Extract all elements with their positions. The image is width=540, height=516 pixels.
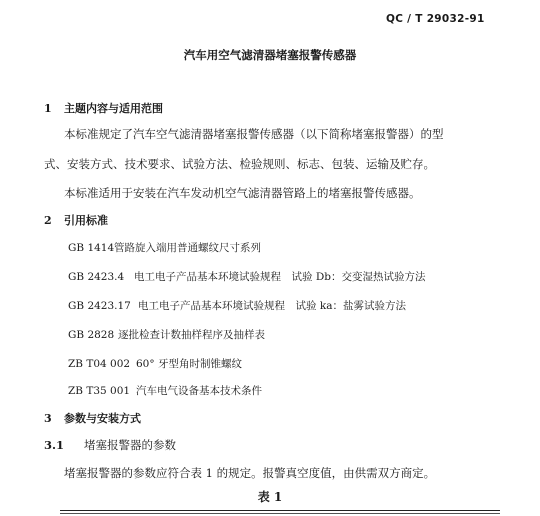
section-1-para2: 本标准适用于安装在汽车发动机空气滤清器管路上的堵塞报警传感器。 — [64, 186, 421, 200]
reference-item — [68, 240, 261, 255]
section-3-1-heading — [44, 437, 176, 453]
section-1-title: 主题内容与适用范围 — [64, 102, 163, 115]
standard-code: QC / T 29032-91 — [386, 13, 485, 25]
reference-code: GB 2828 — [68, 329, 115, 341]
section-1-number: 1 — [44, 102, 52, 115]
reference-code: GB 2423.17 — [68, 300, 131, 312]
reference-text: 电工电子产品基本环境试验规程 试验 ka：盐雾试验方法 — [138, 300, 406, 312]
reference-text: 管路旋入端用普通螺纹尺寸系列 — [114, 242, 261, 254]
reference-item — [68, 269, 425, 284]
section-1-heading — [44, 100, 163, 116]
reference-code: ZB T04 002 — [68, 358, 131, 370]
reference-code: GB 2423.4 — [68, 271, 125, 283]
reference-item — [68, 327, 265, 342]
section-3-1-para: 堵塞报警器的参数应符合表 1 的规定。报警真空度值，由供需双方商定。 — [64, 466, 436, 480]
section-2-heading — [44, 212, 108, 228]
table-caption: 表 1 — [257, 490, 283, 504]
section-2-title: 引用标准 — [64, 214, 108, 227]
reference-text: 逐批检查计数抽样程序及抽样表 — [118, 329, 265, 341]
reference-item — [68, 356, 242, 371]
document-title: 汽车用空气滤清器堵塞报警传感器 — [183, 48, 357, 62]
section-3-heading — [44, 410, 141, 426]
table-top-rule — [60, 510, 500, 511]
reference-item — [68, 383, 262, 398]
section-3-1-title: 堵塞报警器的参数 — [84, 438, 176, 452]
section-3-number: 3 — [44, 412, 52, 425]
reference-text: 汽车电气设备基本技术条件 — [136, 385, 262, 397]
reference-text: 电工电子产品基本环境试验规程 试验 Db：交变湿热试验方法 — [134, 271, 426, 283]
table-top-rule-inner — [60, 513, 500, 514]
reference-item — [68, 298, 406, 313]
section-2-number: 2 — [44, 214, 52, 227]
section-1-para1-line2: 式、安装方式、技术要求、试验方法、检验规则、标志、包装、运输及贮存。 — [44, 157, 435, 171]
reference-code: ZB T35 001 — [68, 385, 131, 397]
reference-text: 60° 牙型角时制锥螺纹 — [136, 358, 242, 370]
section-1-para1-line1: 本标准规定了汽车空气滤清器堵塞报警传感器（以下简称堵塞报警器）的型 — [64, 127, 444, 141]
section-3-1-number: 3.1 — [44, 438, 65, 452]
section-3-title: 参数与安装方式 — [64, 412, 141, 425]
reference-code: GB 1414 — [68, 242, 115, 254]
